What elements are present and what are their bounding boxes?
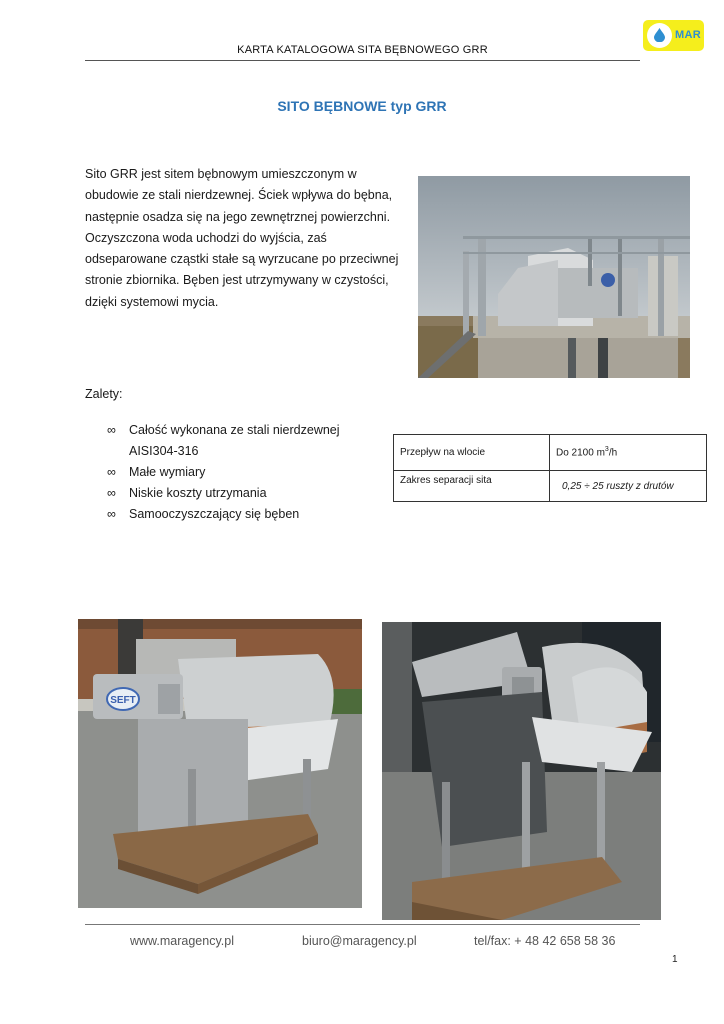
table-row bbox=[394, 435, 707, 471]
advantage-text: Samooczyszczający się bęben bbox=[129, 507, 300, 521]
company-logo bbox=[643, 20, 704, 51]
spec-value bbox=[550, 435, 707, 471]
bullet-icon: ∞ bbox=[107, 423, 116, 437]
header-divider bbox=[85, 60, 640, 61]
header-title: KARTA KATALOGOWA SITA BĘBNOWEGO GRR bbox=[237, 44, 488, 56]
intro-paragraph: Sito GRR jest sitem bębnowym umieszczonym w obudowie ze stali nierdzewnej. Ściek wpływa do bębna, następnie osadza się na jego zewnętrznej powierzchni. Oczyszczona woda uchodzi do wyjścia, zaś odseparowane cząstki stałe są wyrzucane po przeciwnej stronie zbiornika. Bęben jest utrzymywany w czystości, dzięki systemowi mycia. bbox=[85, 167, 399, 309]
specs-table bbox=[393, 434, 707, 502]
advantage-text: Całość wykonana ze stali nierdzewnej AISI304-316 bbox=[129, 423, 340, 458]
advantages-list bbox=[107, 420, 387, 525]
table-row bbox=[394, 471, 707, 502]
flow-unit-exponent: 3 bbox=[604, 446, 609, 454]
flow-unit-tail: /h bbox=[608, 447, 618, 459]
footer-divider bbox=[85, 924, 640, 925]
flow-value: Do 2100 m bbox=[556, 447, 605, 459]
machine-brand-label: SEFT bbox=[110, 695, 136, 706]
page-number: 1 bbox=[672, 954, 678, 965]
list-item bbox=[107, 504, 387, 525]
list-item bbox=[107, 420, 387, 462]
footer-website[interactable]: www.maragency.pl bbox=[130, 934, 234, 948]
installation-photo bbox=[418, 176, 690, 378]
list-item bbox=[107, 483, 387, 504]
list-item bbox=[107, 462, 387, 483]
advantages-label: Zalety: bbox=[85, 387, 123, 401]
logo-text: MAR bbox=[675, 29, 701, 41]
machine-photo-side bbox=[382, 622, 661, 920]
advantage-text: Małe wymiary bbox=[129, 465, 206, 479]
spec-label: Przepływ na wlocie bbox=[394, 435, 550, 471]
bullet-icon: ∞ bbox=[107, 465, 116, 479]
spec-label: Zakres separacji sita bbox=[394, 471, 550, 502]
footer-email[interactable]: biuro@maragency.pl bbox=[302, 934, 417, 948]
footer-phone: tel/fax: + 48 42 658 58 36 bbox=[474, 934, 616, 948]
separation-value: 0,25 ÷ 25 ruszty z drutów bbox=[562, 481, 674, 492]
water-drop-icon bbox=[654, 28, 665, 42]
machine-photo-front bbox=[78, 619, 362, 908]
page-title: SITO BĘBNOWE typ GRR bbox=[277, 98, 447, 114]
spec-value bbox=[550, 471, 707, 502]
bullet-icon: ∞ bbox=[107, 486, 116, 500]
bullet-icon: ∞ bbox=[107, 507, 116, 521]
advantage-text: Niskie koszty utrzymania bbox=[129, 486, 267, 500]
